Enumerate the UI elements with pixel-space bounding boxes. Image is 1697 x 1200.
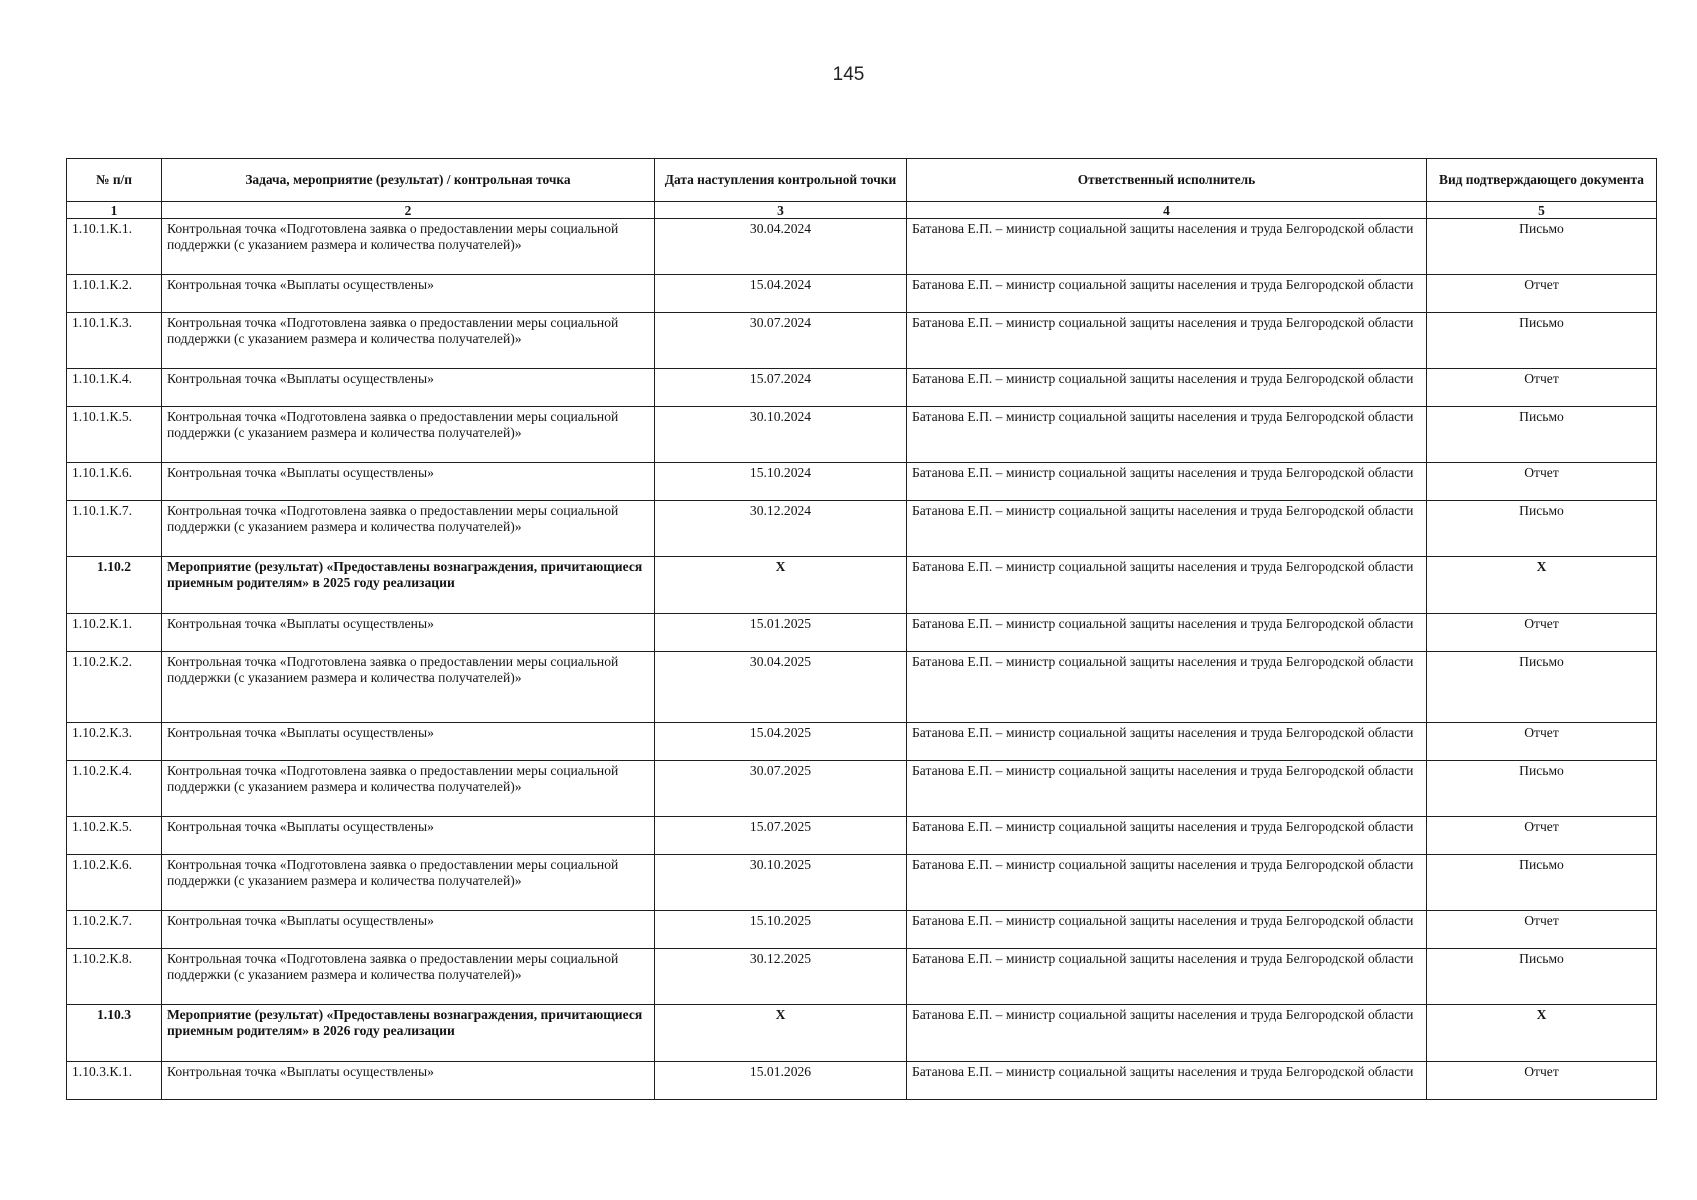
column-numbers-row <box>67 202 1657 219</box>
row-document: Отчет <box>1427 817 1657 855</box>
row-date: 30.10.2025 <box>655 855 907 911</box>
row-date: 15.04.2025 <box>655 723 907 761</box>
row-date: 15.07.2024 <box>655 369 907 407</box>
row-document: Письмо <box>1427 501 1657 557</box>
row-date: 30.07.2024 <box>655 313 907 369</box>
row-responsible: Батанова Е.П. – министр социальной защиты населения и труда Белгородской области <box>907 614 1427 652</box>
row-date: 30.12.2024 <box>655 501 907 557</box>
row-responsible: Батанова Е.П. – министр социальной защиты населения и труда Белгородской области <box>907 652 1427 723</box>
table-row <box>67 1062 1657 1100</box>
row-number: 1.10.1.К.1. <box>67 219 162 275</box>
row-task: Контрольная точка «Подготовлена заявка о предоставлении меры социальной поддержки (с указанием размера и количества получателей)» <box>162 652 655 723</box>
page-number: 145 <box>832 64 865 85</box>
table-row <box>67 652 1657 723</box>
row-number: 1.10.2.К.3. <box>67 723 162 761</box>
row-task: Контрольная точка «Выплаты осуществлены» <box>162 723 655 761</box>
row-number: 1.10.1.К.4. <box>67 369 162 407</box>
row-date: 15.01.2026 <box>655 1062 907 1100</box>
row-responsible: Батанова Е.П. – министр социальной защиты населения и труда Белгородской области <box>907 463 1427 501</box>
row-task: Контрольная точка «Подготовлена заявка о предоставлении меры социальной поддержки (с указанием размера и количества получателей)» <box>162 855 655 911</box>
row-responsible: Батанова Е.П. – министр социальной защиты населения и труда Белгородской области <box>907 275 1427 313</box>
row-responsible: Батанова Е.П. – министр социальной защиты населения и труда Белгородской области <box>907 1005 1427 1062</box>
row-date: Х <box>655 1005 907 1062</box>
row-number: 1.10.3 <box>67 1005 162 1062</box>
table-row-event <box>67 557 1657 614</box>
table-row <box>67 855 1657 911</box>
row-task: Контрольная точка «Подготовлена заявка о предоставлении меры социальной поддержки (с указанием размера и количества получателей)» <box>162 949 655 1005</box>
row-document: Отчет <box>1427 463 1657 501</box>
row-date: 30.10.2024 <box>655 407 907 463</box>
row-document: Письмо <box>1427 219 1657 275</box>
table-row-event <box>67 1005 1657 1062</box>
row-number: 1.10.2 <box>67 557 162 614</box>
row-responsible: Батанова Е.П. – министр социальной защиты населения и труда Белгородской области <box>907 761 1427 817</box>
row-document: Письмо <box>1427 407 1657 463</box>
row-task: Контрольная точка «Подготовлена заявка о предоставлении меры социальной поддержки (с указанием размера и количества получателей)» <box>162 219 655 275</box>
row-responsible: Батанова Е.П. – министр социальной защиты населения и труда Белгородской области <box>907 219 1427 275</box>
row-responsible: Батанова Е.П. – министр социальной защиты населения и труда Белгородской области <box>907 723 1427 761</box>
header-task: Задача, мероприятие (результат) / контрольная точка <box>162 159 655 202</box>
table-row <box>67 369 1657 407</box>
row-task: Контрольная точка «Выплаты осуществлены» <box>162 614 655 652</box>
header-number: № п/п <box>67 159 162 202</box>
row-document: Письмо <box>1427 313 1657 369</box>
table-row <box>67 219 1657 275</box>
row-document: Отчет <box>1427 723 1657 761</box>
row-task: Контрольная точка «Выплаты осуществлены» <box>162 817 655 855</box>
row-task: Контрольная точка «Выплаты осуществлены» <box>162 911 655 949</box>
row-responsible: Батанова Е.П. – министр социальной защиты населения и труда Белгородской области <box>907 911 1427 949</box>
row-responsible: Батанова Е.П. – министр социальной защиты населения и труда Белгородской области <box>907 313 1427 369</box>
row-date: 15.04.2024 <box>655 275 907 313</box>
table-header-row <box>67 159 1657 202</box>
row-number: 1.10.2.К.4. <box>67 761 162 817</box>
table-row <box>67 501 1657 557</box>
control-points-table <box>66 158 1657 1100</box>
row-document: Письмо <box>1427 761 1657 817</box>
row-task: Контрольная точка «Выплаты осуществлены» <box>162 1062 655 1100</box>
table-row <box>67 949 1657 1005</box>
table-row <box>67 911 1657 949</box>
column-number-2: 2 <box>162 202 655 219</box>
row-task: Мероприятие (результат) «Предоставлены вознаграждения, причитающиеся приемным родителям» в 2025 году реализации <box>162 557 655 614</box>
header-responsible: Ответственный исполнитель <box>907 159 1427 202</box>
row-responsible: Батанова Е.П. – министр социальной защиты населения и труда Белгородской области <box>907 1062 1427 1100</box>
table-row <box>67 313 1657 369</box>
row-document: Отчет <box>1427 369 1657 407</box>
row-document: Письмо <box>1427 855 1657 911</box>
row-document: Отчет <box>1427 275 1657 313</box>
row-number: 1.10.1.К.7. <box>67 501 162 557</box>
table-row <box>67 463 1657 501</box>
column-number-1: 1 <box>67 202 162 219</box>
row-document: Отчет <box>1427 911 1657 949</box>
column-number-4: 4 <box>907 202 1427 219</box>
row-task: Контрольная точка «Выплаты осуществлены» <box>162 369 655 407</box>
row-number: 1.10.1.К.5. <box>67 407 162 463</box>
table-row <box>67 407 1657 463</box>
table-row <box>67 817 1657 855</box>
row-date: 30.04.2024 <box>655 219 907 275</box>
row-responsible: Батанова Е.П. – министр социальной защиты населения и труда Белгородской области <box>907 817 1427 855</box>
row-number: 1.10.2.К.1. <box>67 614 162 652</box>
row-responsible: Батанова Е.П. – министр социальной защиты населения и труда Белгородской области <box>907 949 1427 1005</box>
table-row <box>67 614 1657 652</box>
row-date: 30.04.2025 <box>655 652 907 723</box>
row-document: Отчет <box>1427 614 1657 652</box>
row-document: Письмо <box>1427 652 1657 723</box>
row-number: 1.10.2.К.8. <box>67 949 162 1005</box>
row-date: 30.12.2025 <box>655 949 907 1005</box>
row-number: 1.10.2.К.6. <box>67 855 162 911</box>
row-responsible: Батанова Е.П. – министр социальной защиты населения и труда Белгородской области <box>907 557 1427 614</box>
row-document: Письмо <box>1427 949 1657 1005</box>
row-number: 1.10.2.К.2. <box>67 652 162 723</box>
row-responsible: Батанова Е.П. – министр социальной защиты населения и труда Белгородской области <box>907 369 1427 407</box>
row-task: Контрольная точка «Подготовлена заявка о предоставлении меры социальной поддержки (с указанием размера и количества получателей)» <box>162 501 655 557</box>
row-task: Контрольная точка «Подготовлена заявка о предоставлении меры социальной поддержки (с указанием размера и количества получателей)» <box>162 407 655 463</box>
row-date: 30.07.2025 <box>655 761 907 817</box>
row-number: 1.10.3.К.1. <box>67 1062 162 1100</box>
column-number-5: 5 <box>1427 202 1657 219</box>
row-task: Контрольная точка «Выплаты осуществлены» <box>162 275 655 313</box>
row-date: Х <box>655 557 907 614</box>
row-responsible: Батанова Е.П. – министр социальной защиты населения и труда Белгородской области <box>907 407 1427 463</box>
header-date: Дата наступления контрольной точки <box>655 159 907 202</box>
row-responsible: Батанова Е.П. – министр социальной защиты населения и труда Белгородской области <box>907 501 1427 557</box>
row-task: Контрольная точка «Подготовлена заявка о предоставлении меры социальной поддержки (с указанием размера и количества получателей)» <box>162 761 655 817</box>
row-number: 1.10.2.К.5. <box>67 817 162 855</box>
row-document: Х <box>1427 557 1657 614</box>
table-row <box>67 761 1657 817</box>
row-number: 1.10.1.К.3. <box>67 313 162 369</box>
column-number-3: 3 <box>655 202 907 219</box>
row-responsible: Батанова Е.П. – министр социальной защиты населения и труда Белгородской области <box>907 855 1427 911</box>
row-date: 15.10.2024 <box>655 463 907 501</box>
row-date: 15.10.2025 <box>655 911 907 949</box>
row-number: 1.10.2.К.7. <box>67 911 162 949</box>
row-task: Контрольная точка «Выплаты осуществлены» <box>162 463 655 501</box>
row-number: 1.10.1.К.2. <box>67 275 162 313</box>
row-number: 1.10.1.К.6. <box>67 463 162 501</box>
row-document: Х <box>1427 1005 1657 1062</box>
header-document: Вид подтверждающего документа <box>1427 159 1657 202</box>
row-task: Контрольная точка «Подготовлена заявка о предоставлении меры социальной поддержки (с указанием размера и количества получателей)» <box>162 313 655 369</box>
row-date: 15.01.2025 <box>655 614 907 652</box>
table-row <box>67 723 1657 761</box>
row-date: 15.07.2025 <box>655 817 907 855</box>
row-document: Отчет <box>1427 1062 1657 1100</box>
row-task: Мероприятие (результат) «Предоставлены вознаграждения, причитающиеся приемным родителям» в 2026 году реализации <box>162 1005 655 1062</box>
table-row <box>67 275 1657 313</box>
